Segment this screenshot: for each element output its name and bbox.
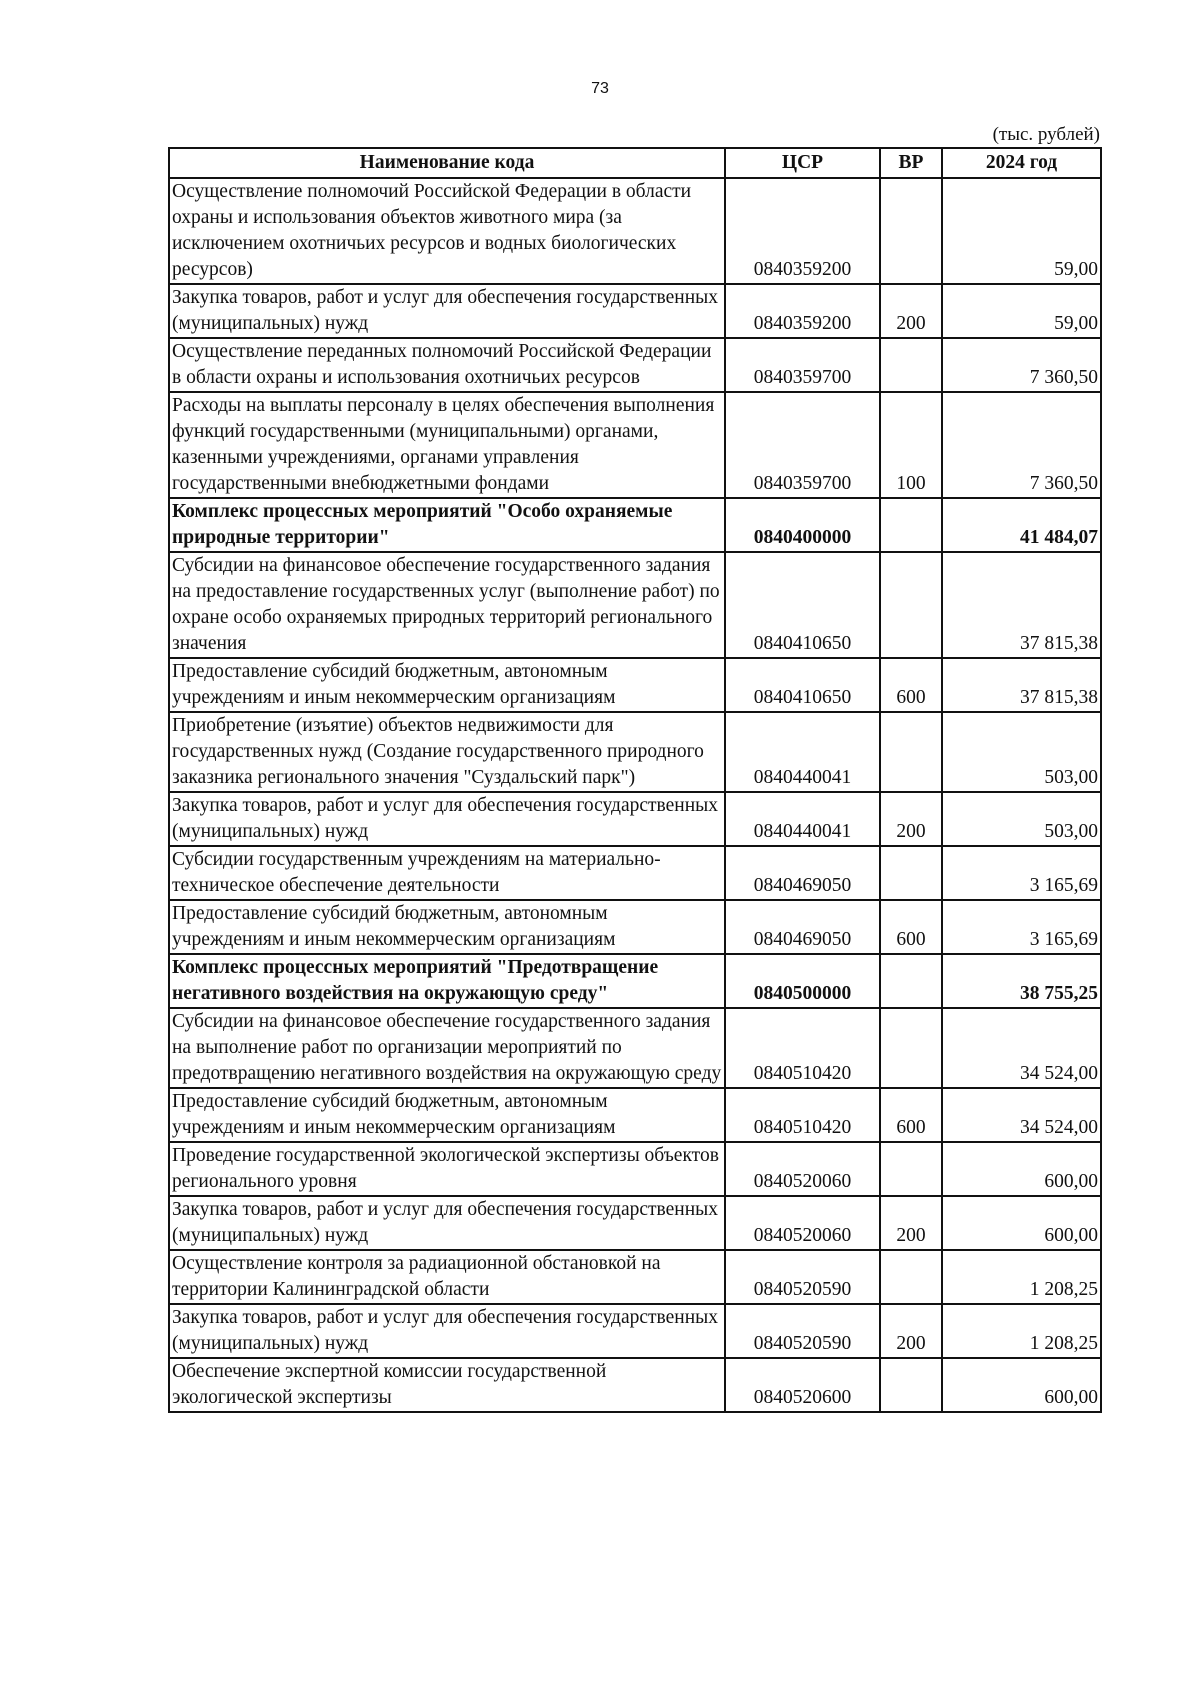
header-year: 2024 год — [942, 148, 1101, 178]
row-sum-cell: 7 360,50 — [942, 392, 1101, 498]
row-csr-cell: 0840359200 — [725, 178, 880, 284]
row-name-cell: Предоставление субсидий бюджетным, автономным учреждениям и иным некоммерческим организациям — [169, 900, 725, 954]
table-header-row — [169, 148, 1101, 178]
row-csr-cell: 0840440041 — [725, 712, 880, 792]
page-number: 73 — [591, 80, 609, 97]
table-row — [169, 1304, 1101, 1358]
table-row — [169, 1142, 1101, 1196]
row-sum-cell: 34 524,00 — [942, 1008, 1101, 1088]
table-row — [169, 552, 1101, 658]
row-sum-cell: 600,00 — [942, 1196, 1101, 1250]
row-sum-cell: 600,00 — [942, 1358, 1101, 1412]
row-sum-cell: 37 815,38 — [942, 552, 1101, 658]
table-body — [169, 178, 1101, 1412]
row-sum-cell: 7 360,50 — [942, 338, 1101, 392]
row-vr-cell: 200 — [880, 1304, 942, 1358]
row-name-cell: Предоставление субсидий бюджетным, автономным учреждениям и иным некоммерческим организациям — [169, 1088, 725, 1142]
row-vr-cell: 600 — [880, 1088, 942, 1142]
row-vr-cell — [880, 338, 942, 392]
row-vr-cell: 600 — [880, 900, 942, 954]
row-sum-cell: 38 755,25 — [942, 954, 1101, 1008]
row-csr-cell: 0840410650 — [725, 552, 880, 658]
row-vr-cell — [880, 178, 942, 284]
units-label: (тыс. рублей) — [992, 124, 1100, 145]
row-vr-cell — [880, 1358, 942, 1412]
table-row — [169, 498, 1101, 552]
row-csr-cell: 0840469050 — [725, 846, 880, 900]
row-name-cell: Осуществление полномочий Российской Федерации в области охраны и использования объектов животного мира (за исключением охотничьих ресурсов и водных биологических ресурсов) — [169, 178, 725, 284]
budget-table — [168, 147, 1102, 1413]
row-vr-cell: 200 — [880, 792, 942, 846]
row-csr-cell: 0840520600 — [725, 1358, 880, 1412]
row-vr-cell — [880, 1250, 942, 1304]
row-name-cell: Проведение государственной экологической экспертизы объектов регионального уровня — [169, 1142, 725, 1196]
table-row — [169, 1358, 1101, 1412]
row-name-cell: Осуществление контроля за радиационной обстановкой на территории Калининградской области — [169, 1250, 725, 1304]
row-csr-cell: 0840359200 — [725, 284, 880, 338]
header-vr: ВР — [880, 148, 942, 178]
row-name-cell: Обеспечение экспертной комиссии государственной экологической экспертизы — [169, 1358, 725, 1412]
row-csr-cell: 0840520590 — [725, 1304, 880, 1358]
row-csr-cell: 0840359700 — [725, 392, 880, 498]
row-csr-cell: 0840400000 — [725, 498, 880, 552]
table-row — [169, 658, 1101, 712]
header-csr: ЦСР — [725, 148, 880, 178]
row-sum-cell: 59,00 — [942, 284, 1101, 338]
row-csr-cell: 0840520060 — [725, 1196, 880, 1250]
row-sum-cell: 1 208,25 — [942, 1304, 1101, 1358]
row-sum-cell: 1 208,25 — [942, 1250, 1101, 1304]
row-name-cell: Расходы на выплаты персоналу в целях обеспечения выполнения функций государственными (муниципальными) органами, казенными учреждениями, органами управления государственными внебюджетными фондами — [169, 392, 725, 498]
row-name-cell: Закупка товаров, работ и услуг для обеспечения государственных (муниципальных) нужд — [169, 792, 725, 846]
row-sum-cell: 41 484,07 — [942, 498, 1101, 552]
row-csr-cell: 0840440041 — [725, 792, 880, 846]
table-row — [169, 284, 1101, 338]
table-row — [169, 1088, 1101, 1142]
row-csr-cell: 0840510420 — [725, 1008, 880, 1088]
row-csr-cell: 0840359700 — [725, 338, 880, 392]
row-vr-cell — [880, 954, 942, 1008]
row-name-cell: Осуществление переданных полномочий Российской Федерации в области охраны и использования охотничьих ресурсов — [169, 338, 725, 392]
row-name-cell: Предоставление субсидий бюджетным, автономным учреждениям и иным некоммерческим организациям — [169, 658, 725, 712]
row-csr-cell: 0840520060 — [725, 1142, 880, 1196]
row-sum-cell: 600,00 — [942, 1142, 1101, 1196]
row-name-cell: Закупка товаров, работ и услуг для обеспечения государственных (муниципальных) нужд — [169, 1304, 725, 1358]
table-row — [169, 1196, 1101, 1250]
row-sum-cell: 503,00 — [942, 712, 1101, 792]
row-vr-cell — [880, 498, 942, 552]
table-row — [169, 900, 1101, 954]
row-vr-cell — [880, 1008, 942, 1088]
row-vr-cell — [880, 846, 942, 900]
table-row — [169, 846, 1101, 900]
table-row — [169, 1008, 1101, 1088]
row-csr-cell: 0840469050 — [725, 900, 880, 954]
row-csr-cell: 0840500000 — [725, 954, 880, 1008]
row-sum-cell: 59,00 — [942, 178, 1101, 284]
table-row — [169, 338, 1101, 392]
row-vr-cell: 200 — [880, 1196, 942, 1250]
row-sum-cell: 3 165,69 — [942, 846, 1101, 900]
row-vr-cell — [880, 712, 942, 792]
row-name-cell: Комплекс процессных мероприятий "Предотвращение негативного воздействия на окружающую среду" — [169, 954, 725, 1008]
row-name-cell: Субсидии государственным учреждениям на материально-техническое обеспечение деятельности — [169, 846, 725, 900]
row-sum-cell: 503,00 — [942, 792, 1101, 846]
row-name-cell: Субсидии на финансовое обеспечение государственного задания на выполнение работ по организации мероприятий по предотвращению негативного воздействия на окружающую среду — [169, 1008, 725, 1088]
table-row — [169, 954, 1101, 1008]
row-name-cell: Приобретение (изъятие) объектов недвижимости для государственных нужд (Создание государственного природного заказника регионального значения "Суздальский парк") — [169, 712, 725, 792]
table-row — [169, 178, 1101, 284]
row-csr-cell: 0840410650 — [725, 658, 880, 712]
row-vr-cell — [880, 552, 942, 658]
row-vr-cell: 200 — [880, 284, 942, 338]
row-csr-cell: 0840520590 — [725, 1250, 880, 1304]
table-row — [169, 392, 1101, 498]
row-name-cell: Закупка товаров, работ и услуг для обеспечения государственных (муниципальных) нужд — [169, 284, 725, 338]
table-row — [169, 712, 1101, 792]
row-sum-cell: 3 165,69 — [942, 900, 1101, 954]
table-row — [169, 1250, 1101, 1304]
row-name-cell: Закупка товаров, работ и услуг для обеспечения государственных (муниципальных) нужд — [169, 1196, 725, 1250]
row-vr-cell — [880, 1142, 942, 1196]
row-name-cell: Субсидии на финансовое обеспечение государственного задания на предоставление государственных услуг (выполнение работ) по охране особо охраняемых природных территорий регионального значения — [169, 552, 725, 658]
row-name-cell: Комплекс процессных мероприятий "Особо охраняемые природные территории" — [169, 498, 725, 552]
row-csr-cell: 0840510420 — [725, 1088, 880, 1142]
row-sum-cell: 34 524,00 — [942, 1088, 1101, 1142]
row-vr-cell: 600 — [880, 658, 942, 712]
header-name: Наименование кода — [169, 148, 725, 178]
table-row — [169, 792, 1101, 846]
row-sum-cell: 37 815,38 — [942, 658, 1101, 712]
row-vr-cell: 100 — [880, 392, 942, 498]
